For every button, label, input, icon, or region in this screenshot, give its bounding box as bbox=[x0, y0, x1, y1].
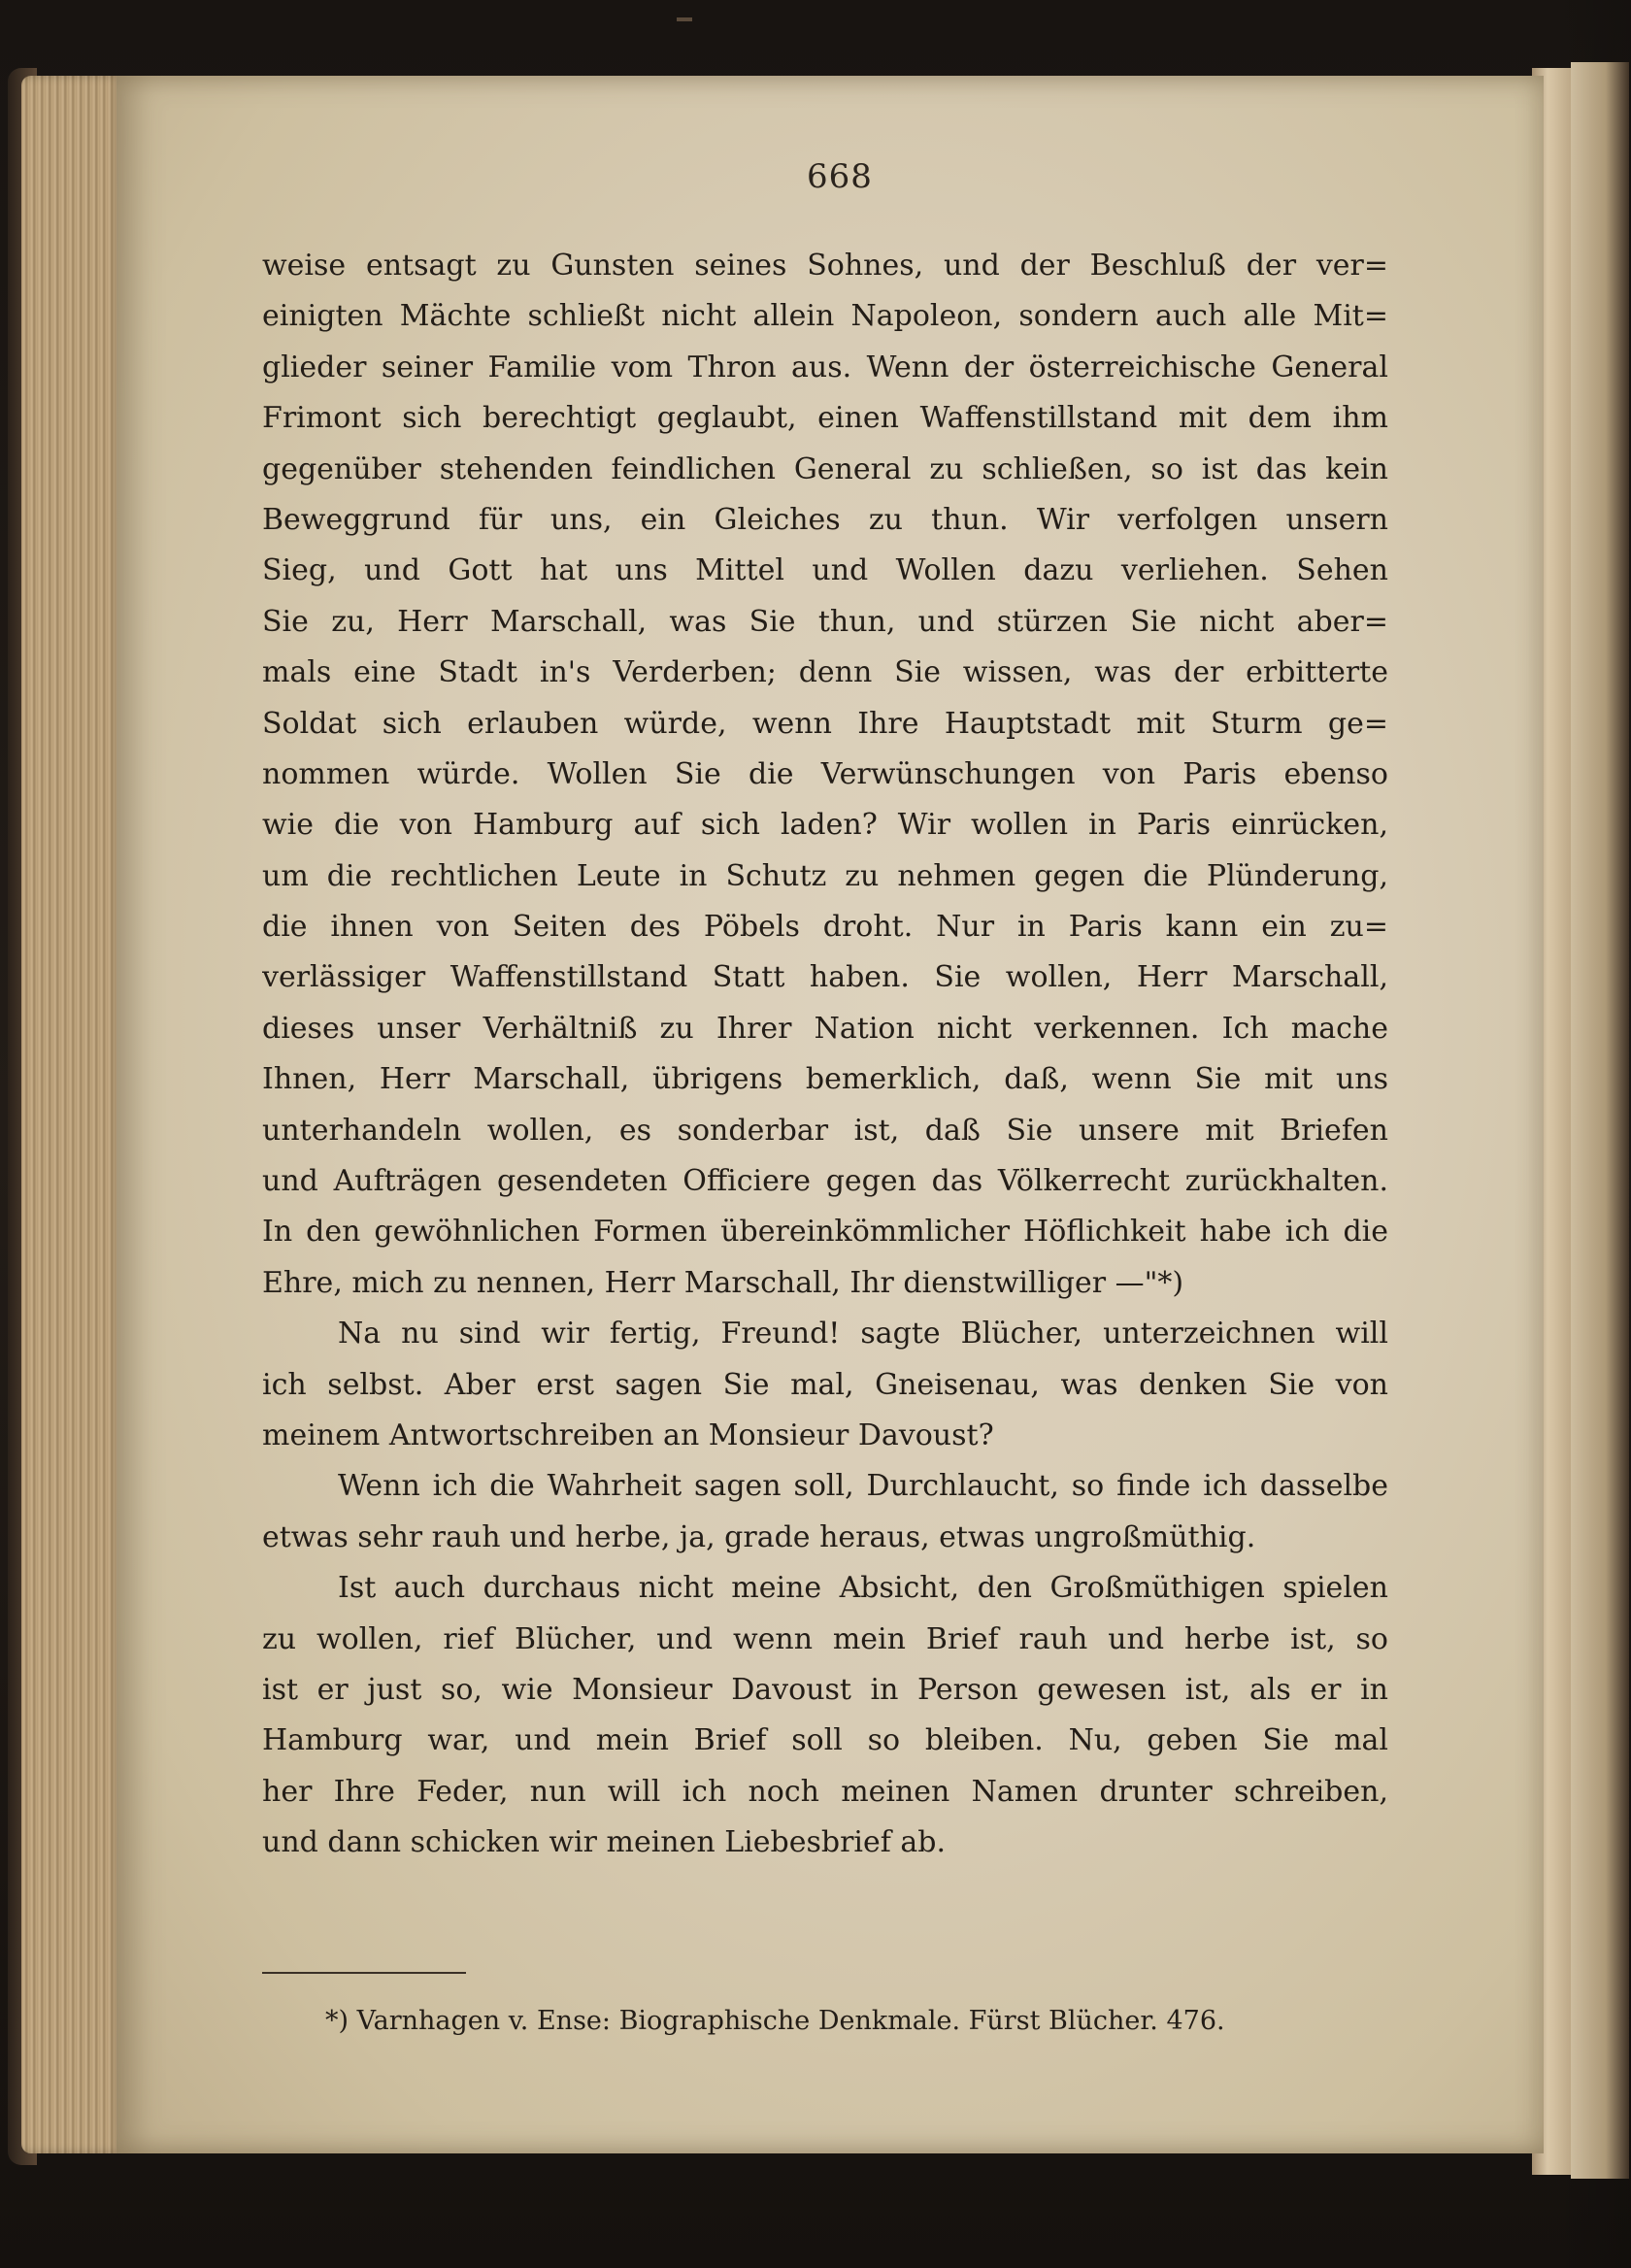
text-line: und dann schicken wir meinen Liebesbrief ab. bbox=[262, 1825, 947, 1860]
text-line: her Ihre Feder, nun will ich noch meinen Namen drunter schreiben, bbox=[262, 1774, 1388, 1809]
text-line: zu wollen, rief Blücher, und wenn mein Brief rauh und herbe ist, so bbox=[262, 1621, 1388, 1656]
text-line: dieses unser Verhältniß zu Ihrer Nation nicht verkennen. Ich mache bbox=[262, 1011, 1388, 1046]
text-line: um die rechtlichen Leute in Schutz zu nehmen gegen die Plünderung, bbox=[262, 858, 1388, 893]
page-top-mark bbox=[677, 17, 692, 21]
text-line: Ehre, mich zu nennen, Herr Marschall, Ihr dienstwilliger —"*) bbox=[262, 1265, 1184, 1300]
right-shadow bbox=[1553, 0, 1631, 2268]
page-number: 668 bbox=[807, 157, 873, 196]
stacked-page-edges bbox=[21, 76, 123, 2153]
text-line: Soldat sich erlauben würde, wenn Ihre Hauptstadt mit Sturm ge= bbox=[262, 706, 1388, 741]
text-line: Na nu sind wir fertig, Freund! sagte Blücher, unterzeichnen will bbox=[338, 1317, 1388, 1351]
footnote-divider bbox=[262, 1972, 466, 1974]
text-line: gegenüber stehenden feindlichen General zu schließen, so ist das kein bbox=[262, 451, 1388, 486]
footnote: *) Varnhagen v. Ense: Biographische Denkmale. Fürst Blücher. 476. bbox=[325, 2006, 1225, 2036]
text-line: Beweggrund für uns, ein Gleiches zu thun. Wir verfolgen unsern bbox=[262, 502, 1388, 537]
text-line: Ist auch durchaus nicht meine Absicht, den Großmüthigen spielen bbox=[338, 1571, 1388, 1606]
text-line: weise entsagt zu Gunsten seines Sohnes, und der Beschluß der ver= bbox=[262, 249, 1388, 283]
text-line: mals eine Stadt in's Verderben; denn Sie wissen, was der erbitterte bbox=[262, 655, 1388, 690]
book-page bbox=[116, 76, 1544, 2153]
text-line: nommen würde. Wollen Sie die Verwünschungen von Paris ebenso bbox=[262, 756, 1388, 791]
text-line: einigten Mächte schließt nicht allein Napoleon, sondern auch alle Mit= bbox=[262, 299, 1388, 334]
text-line: Sie zu, Herr Marschall, was Sie thun, und stürzen Sie nicht aber= bbox=[262, 604, 1388, 639]
text-line: und Aufträgen gesendeten Officiere gegen das Völkerrecht zurückhalten. bbox=[262, 1164, 1388, 1199]
text-line: ich selbst. Aber erst sagen Sie mal, Gneisenau, was denken Sie von bbox=[262, 1367, 1388, 1402]
text-line: verlässiger Waffenstillstand Statt haben. Sie wollen, Herr Marschall, bbox=[262, 960, 1388, 995]
text-line: Frimont sich berechtigt geglaubt, einen Waffenstillstand mit dem ihm bbox=[262, 401, 1388, 436]
text-line: wie die von Hamburg auf sich laden? Wir wollen in Paris einrücken, bbox=[262, 808, 1388, 843]
text-line: glieder seiner Familie vom Thron aus. Wenn der österreichische General bbox=[262, 350, 1388, 384]
text-line: Ihnen, Herr Marschall, übrigens bemerklich, daß, wenn Sie mit uns bbox=[262, 1062, 1388, 1097]
text-line: unterhandeln wollen, es sonderbar ist, daß Sie unsere mit Briefen bbox=[262, 1113, 1388, 1148]
text-line: die ihnen von Seiten des Pöbels droht. Nur in Paris kann ein zu= bbox=[262, 910, 1388, 945]
text-line: meinem Antwortschreiben an Monsieur Davoust? bbox=[262, 1418, 994, 1452]
text-line: Hamburg war, und mein Brief soll so bleiben. Nu, geben Sie mal bbox=[262, 1723, 1388, 1758]
text-line: In den gewöhnlichen Formen übereinkömmlicher Höflichkeit habe ich die bbox=[262, 1215, 1388, 1250]
text-line: etwas sehr rauh und herbe, ja, grade heraus, etwas ungroßmüthig. bbox=[262, 1519, 1256, 1554]
text-line: ist er just so, wie Monsieur Davoust in Person gewesen ist, als er in bbox=[262, 1672, 1388, 1707]
text-line: Wenn ich die Wahrheit sagen soll, Durchlaucht, so finde ich dasselbe bbox=[338, 1469, 1388, 1504]
body-text bbox=[262, 241, 1388, 1869]
text-line: Sieg, und Gott hat uns Mittel und Wollen dazu verliehen. Sehen bbox=[262, 553, 1388, 588]
